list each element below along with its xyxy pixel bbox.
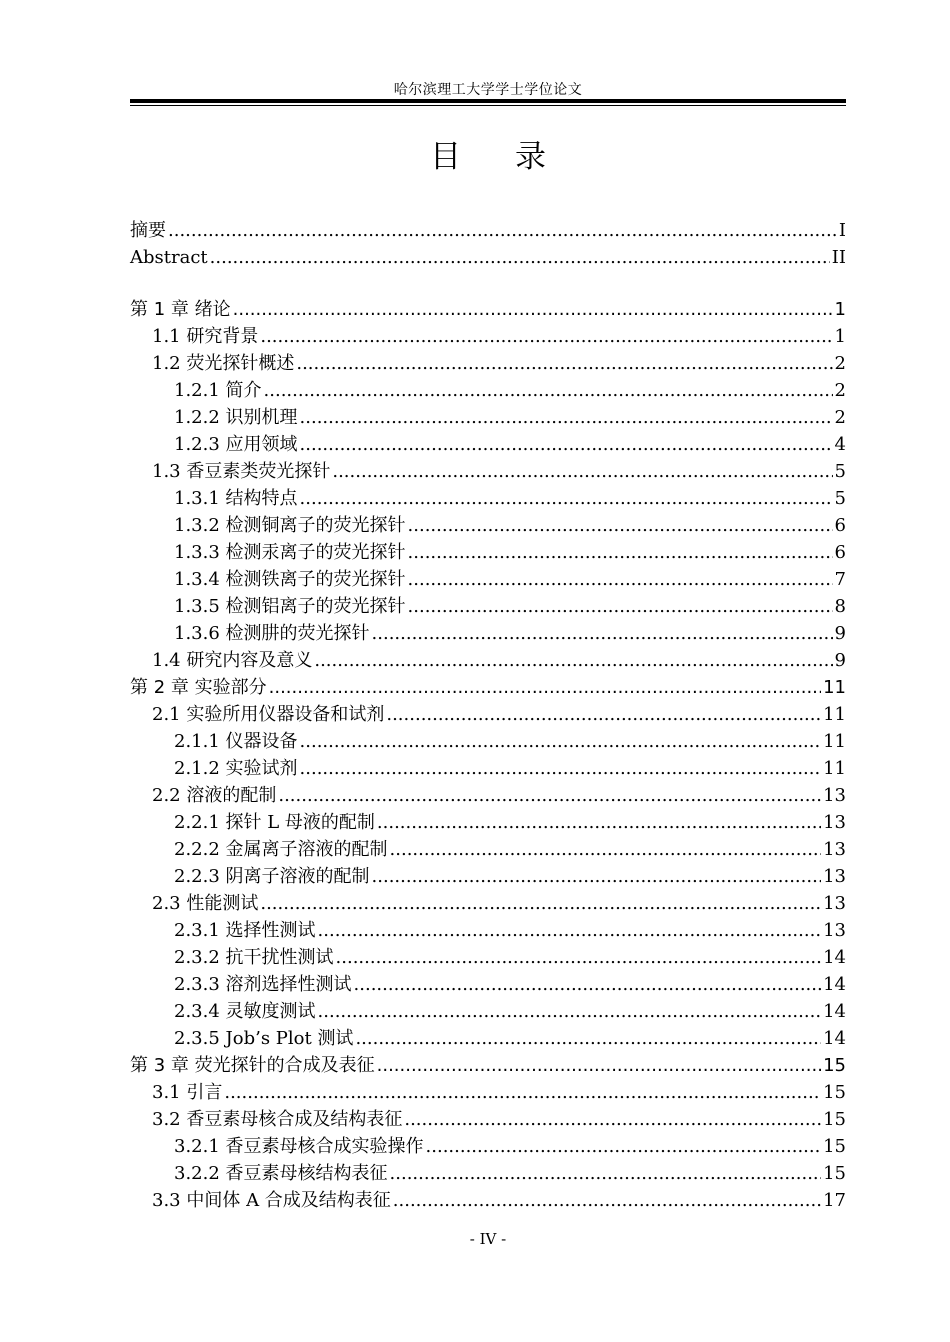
toc-entry-page: 7 (834, 569, 846, 590)
toc-entry-label: 1.3 香豆素类荧光探针 (152, 461, 331, 482)
toc-leader-dots (408, 593, 833, 620)
toc-leader-dots (426, 1133, 822, 1160)
toc-leader-dots (318, 917, 822, 944)
toc-subsection-entry[interactable] (130, 377, 846, 404)
toc-entry-label: Abstract (130, 247, 208, 268)
toc-entry-label: 2.2.3 阴离子溶液的配制 (174, 866, 370, 887)
toc-entry-label: 2.3.4 灵敏度测试 (174, 1001, 316, 1022)
toc-section-entry[interactable] (130, 323, 846, 350)
toc-entry-label: 2.3.1 选择性测试 (174, 920, 316, 941)
toc-subsection-entry[interactable] (130, 728, 846, 755)
toc-leader-dots (233, 296, 833, 323)
page-number-footer: - IV - (469, 1230, 507, 1248)
toc-entry-page: 8 (834, 596, 846, 617)
toc-entry-label: 2.2.2 金属离子溶液的配制 (174, 839, 388, 860)
toc-leader-dots (377, 1052, 821, 1079)
toc-entry-label: 第 3 章 荧光探针的合成及表征 (130, 1055, 375, 1076)
toc-entry-label: 1.3.6 检测肼的荧光探针 (174, 623, 370, 644)
toc-entry-label: 3.2.2 香豆素母核结构表征 (174, 1163, 388, 1184)
toc-leader-dots (354, 971, 822, 998)
toc-leader-dots (386, 701, 821, 728)
toc-leader-dots (300, 404, 833, 431)
toc-leader-dots (372, 863, 822, 890)
toc-subsection-entry[interactable] (130, 971, 846, 998)
toc-entry-page: 15 (823, 1055, 846, 1076)
toc-entry-page: 2 (834, 407, 846, 428)
page-title (130, 131, 846, 176)
toc-section-entry[interactable] (130, 890, 846, 917)
toc-entry-label: 2.2.1 探针 L 母液的配制 (174, 812, 375, 833)
toc-leader-dots (300, 485, 833, 512)
toc-entry-label: 1.3.5 检测铝离子的荧光探针 (174, 596, 406, 617)
toc-entry-label: 2.1.1 仪器设备 (174, 731, 298, 752)
toc-entry-page: 14 (823, 974, 846, 995)
toc-subsection-entry[interactable] (130, 539, 846, 566)
toc-spacer (130, 271, 846, 296)
toc-entry-page: 1 (834, 326, 846, 347)
toc-leader-dots (408, 566, 833, 593)
toc-section-entry[interactable] (130, 350, 846, 377)
toc-entry-page: 13 (823, 866, 846, 887)
toc-section-entry[interactable] (130, 1187, 846, 1214)
toc-entry-page: 13 (823, 920, 846, 941)
toc-section-entry[interactable] (130, 782, 846, 809)
toc-entry-page: 5 (834, 488, 846, 509)
toc-entry-page: 14 (823, 1001, 846, 1022)
toc-entry-label: 1.3.1 结构特点 (174, 488, 298, 509)
title-char-2: 录 (515, 139, 546, 175)
toc-entry-page: I (838, 220, 846, 241)
header-rule-thick (130, 99, 846, 103)
toc-leader-dots (314, 647, 832, 674)
toc-entry-label: 3.2 香豆素母核合成及结构表征 (152, 1109, 403, 1130)
toc-subsection-entry[interactable] (130, 836, 846, 863)
toc-subsection-entry[interactable] (130, 863, 846, 890)
toc-entry-label: 1.3.3 检测汞离子的荧光探针 (174, 542, 406, 563)
toc-leader-dots (300, 431, 833, 458)
toc-subsection-entry[interactable] (130, 620, 846, 647)
toc-leader-dots (278, 782, 821, 809)
toc-subsection-entry[interactable] (130, 512, 846, 539)
toc-entry-label: 2.1 实验所用仪器设备和试剂 (152, 704, 385, 725)
toc-chapter-entry[interactable] (130, 674, 846, 701)
toc-entry-page: 6 (834, 515, 846, 536)
toc-leader-dots (300, 755, 822, 782)
toc-leader-dots (408, 539, 833, 566)
toc-leader-dots (264, 377, 833, 404)
toc-entry-label: 2.3.2 抗干扰性测试 (174, 947, 334, 968)
toc-subsection-entry[interactable] (130, 593, 846, 620)
toc-leader-dots (210, 244, 830, 271)
toc-leader-dots (168, 217, 837, 244)
toc-leader-dots (336, 944, 822, 971)
toc-entry-label: 1.2.1 简介 (174, 380, 262, 401)
toc-entry-label: 2.2 溶液的配制 (152, 785, 277, 806)
toc-entry-page: 13 (823, 893, 846, 914)
toc-entry-page: 6 (834, 542, 846, 563)
toc-subsection-entry[interactable] (130, 485, 846, 512)
toc-entry-page: 13 (823, 812, 846, 833)
toc-entry-page: 14 (823, 947, 846, 968)
toc-entry-page: 13 (823, 785, 846, 806)
toc-subsection-entry[interactable] (130, 944, 846, 971)
toc-entry-page: 15 (823, 1109, 846, 1130)
toc-entry-page: 14 (823, 1028, 846, 1049)
toc-entry-page: 9 (834, 650, 846, 671)
toc-entry-label: 1.2.2 识别机理 (174, 407, 298, 428)
toc-entry-label: 第 1 章 绪论 (130, 299, 231, 320)
toc-entry-page: 1 (834, 299, 846, 320)
toc-subsection-entry[interactable] (130, 809, 846, 836)
toc-subsection-entry[interactable] (130, 1160, 846, 1187)
toc-entry-label: 1.1 研究背景 (152, 326, 259, 347)
toc-leader-dots (224, 1079, 821, 1106)
toc-leader-dots (260, 323, 832, 350)
toc-section-entry[interactable] (130, 458, 846, 485)
toc-subsection-entry[interactable] (130, 755, 846, 782)
toc-entry-label: 1.3.4 检测铁离子的荧光探针 (174, 569, 406, 590)
toc-leader-dots (390, 1160, 822, 1187)
toc-entry-label: 1.4 研究内容及意义 (152, 650, 313, 671)
toc-entry-page: 11 (823, 704, 846, 725)
toc-entry-page: 15 (823, 1082, 846, 1103)
running-header: 哈尔滨理工大学学士学位论文 (393, 82, 583, 98)
toc-entry-label: 1.3.2 检测铜离子的荧光探针 (174, 515, 406, 536)
toc-leader-dots (260, 890, 821, 917)
toc-section-entry[interactable] (130, 701, 846, 728)
toc-entry-page: 11 (823, 758, 846, 779)
toc-subsection-entry[interactable] (130, 404, 846, 431)
toc-entry-page: 2 (834, 353, 846, 374)
toc-leader-dots (404, 1106, 821, 1133)
toc-entry-abstract-cn[interactable] (130, 217, 846, 244)
toc-subsection-entry[interactable] (130, 998, 846, 1025)
toc-entry-label: 1.2.3 应用领域 (174, 434, 298, 455)
toc-entry-page: 11 (823, 677, 846, 698)
toc-leader-dots (269, 674, 821, 701)
toc-leader-dots (372, 620, 833, 647)
toc-entry-label: 第 2 章 实验部分 (130, 677, 267, 698)
toc-subsection-entry[interactable] (130, 1025, 846, 1052)
toc-entry-page: 5 (834, 461, 846, 482)
toc-section-entry[interactable] (130, 1079, 846, 1106)
toc-chapter-entry[interactable] (130, 1052, 846, 1079)
toc-section-entry[interactable] (130, 647, 846, 674)
toc-entry-page: 13 (823, 839, 846, 860)
title-char-1: 目 (430, 139, 461, 175)
toc-leader-dots (300, 728, 822, 755)
toc-entry-page: 2 (834, 380, 846, 401)
toc-entry-page: 4 (834, 434, 846, 455)
toc-entry-label: 3.1 引言 (152, 1082, 223, 1103)
toc-entry-label: 摘要 (130, 220, 166, 241)
toc-entry-page: II (831, 247, 846, 268)
toc-chapter-entry[interactable] (130, 296, 846, 323)
toc-entry-page: 15 (823, 1136, 846, 1157)
toc-leader-dots (377, 809, 821, 836)
toc-entry-label: 2.3 性能测试 (152, 893, 259, 914)
header-rule-thin (130, 105, 846, 106)
toc-entry-page: 17 (823, 1190, 846, 1211)
toc-entry-label: 2.3.5 Job’s Plot 测试 (174, 1028, 354, 1049)
toc-subsection-entry[interactable] (130, 917, 846, 944)
toc-entry-label: 1.2 荧光探针概述 (152, 353, 295, 374)
toc-leader-dots (408, 512, 833, 539)
toc-chapter-list (130, 296, 846, 1214)
toc-entry-abstract-en[interactable] (130, 244, 846, 271)
toc-leader-dots (332, 458, 832, 485)
toc-entry-page: 11 (823, 731, 846, 752)
toc-entry-label: 2.1.2 实验试剂 (174, 758, 298, 779)
toc-leader-dots (393, 1187, 821, 1214)
toc-entry-label: 2.3.3 溶剂选择性测试 (174, 974, 352, 995)
toc-section-entry[interactable] (130, 1106, 846, 1133)
toc-leader-dots (390, 836, 822, 863)
toc-leader-dots (318, 998, 822, 1025)
toc-leader-dots (296, 350, 832, 377)
toc-entry-page: 15 (823, 1163, 846, 1184)
toc-entry-label: 3.3 中间体 A 合成及结构表征 (152, 1190, 391, 1211)
toc-leader-dots (355, 1025, 821, 1052)
toc-entry-page: 9 (834, 623, 846, 644)
toc-subsection-entry[interactable] (130, 1133, 846, 1160)
toc-subsection-entry[interactable] (130, 431, 846, 458)
table-of-contents (130, 217, 846, 1214)
toc-entry-label: 3.2.1 香豆素母核合成实验操作 (174, 1136, 424, 1157)
toc-subsection-entry[interactable] (130, 566, 846, 593)
